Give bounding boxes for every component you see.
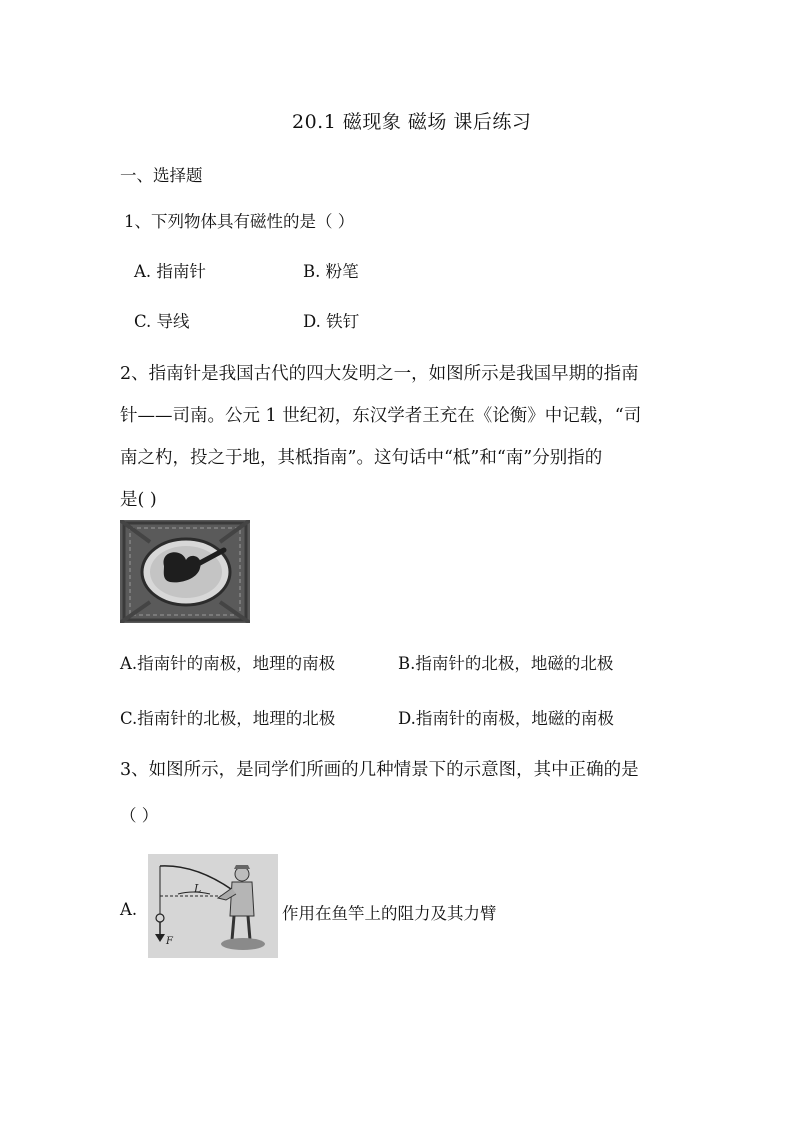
arm-label: L — [194, 882, 202, 895]
question-3-line-1: 3、如图所示，是同学们所画的几种情景下的示意图，其中正确的是 — [120, 760, 639, 780]
page-title: 20.1 磁现象 磁场 课后练习 — [292, 111, 532, 133]
question-2-line-4: 是( ) — [120, 490, 157, 510]
question-2-option-b: B.指南针的北极，地磁的北极 — [398, 654, 614, 673]
question-1-option-c: C. 导线 — [134, 312, 190, 331]
sinan-compass-image — [120, 520, 250, 623]
section-heading: 一、选择题 — [120, 166, 203, 185]
question-1-option-d: D. 铁钉 — [303, 312, 360, 331]
question-3-option-a-text: 作用在鱼竿上的阻力及其力臂 — [282, 904, 497, 923]
question-2-line-2: 针——司南。公元 1 世纪初，东汉学者王充在《论衡》中记载，“司 — [120, 406, 642, 426]
question-2-line-3: 南之杓，投之于地，其柢指南”。这句话中“柢”和“南”分别指的 — [120, 448, 603, 468]
question-2-option-a: A.指南针的南极，地理的南极 — [120, 654, 336, 673]
question-3-option-a-label: A. — [120, 900, 138, 919]
question-2-option-d: D.指南针的南极，地磁的南极 — [398, 709, 614, 728]
question-2-option-c: C.指南针的北极，地理的北极 — [120, 709, 336, 728]
question-2-line-1: 2、指南针是我国古代的四大发明之一，如图所示是我国早期的指南 — [120, 364, 639, 384]
question-3-line-2: （ ） — [120, 806, 159, 825]
question-1-stem: 1、下列物体具有磁性的是（ ） — [124, 212, 355, 231]
question-1-option-b: B. 粉笔 — [303, 262, 359, 281]
force-label: F — [166, 936, 173, 947]
fishing-rod-image — [148, 854, 278, 958]
question-1-option-a: A. 指南针 — [134, 262, 206, 281]
